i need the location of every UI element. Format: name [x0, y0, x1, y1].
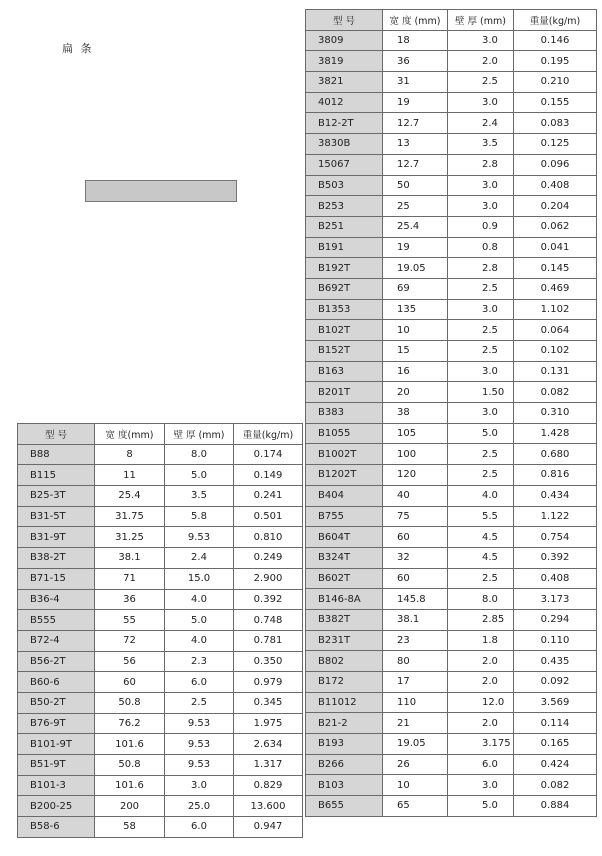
- cell-weight: 0.082: [514, 382, 597, 403]
- cell-weight: 0.041: [514, 237, 597, 258]
- cell-thickness: 3.0: [448, 299, 514, 320]
- cell-model: B382T: [306, 609, 383, 630]
- cell-weight: 2.900: [234, 568, 303, 589]
- cell-weight: 0.149: [234, 465, 303, 486]
- table-row: [306, 299, 597, 320]
- cell-weight: 0.947: [234, 817, 303, 838]
- cell-width: 71: [95, 568, 165, 589]
- cell-model: B172: [306, 672, 383, 693]
- cell-model: B201T: [306, 382, 383, 403]
- cell-width: 10: [383, 775, 448, 796]
- cell-width: 145.8: [383, 589, 448, 610]
- cell-weight: 1.102: [514, 299, 597, 320]
- cell-width: 36: [95, 589, 165, 610]
- cell-width: 38.1: [383, 609, 448, 630]
- cell-weight: 0.102: [514, 341, 597, 362]
- cell-thickness: 3.0: [448, 30, 514, 51]
- table-row: [306, 692, 597, 713]
- cell-weight: 0.125: [514, 134, 597, 155]
- cell-weight: 0.408: [514, 568, 597, 589]
- left-spec-table: [17, 423, 303, 838]
- cell-thickness: 5.0: [165, 610, 234, 631]
- cell-thickness: 4.0: [448, 485, 514, 506]
- table-row: [18, 630, 303, 651]
- table-row: [18, 589, 303, 610]
- cell-width: 26: [383, 754, 448, 775]
- cell-model: 15067: [306, 154, 383, 175]
- table-row: [306, 113, 597, 134]
- cell-weight: 0.110: [514, 630, 597, 651]
- table-row: [306, 609, 597, 630]
- cell-width: 58: [95, 817, 165, 838]
- cell-thickness: 0.9: [448, 216, 514, 237]
- cell-weight: 1.122: [514, 506, 597, 527]
- cell-thickness: 2.4: [165, 548, 234, 569]
- cell-model: B193: [306, 734, 383, 755]
- cell-width: 135: [383, 299, 448, 320]
- table-row: [18, 817, 303, 838]
- table-row: [306, 485, 597, 506]
- cell-model: B50-2T: [18, 692, 95, 713]
- header-weight: 重量(kg/m): [234, 424, 303, 445]
- cell-weight: 0.249: [234, 548, 303, 569]
- cell-width: 72: [95, 630, 165, 651]
- table-row: [306, 382, 597, 403]
- cell-weight: 0.884: [514, 796, 597, 817]
- cell-thickness: 2.8: [448, 154, 514, 175]
- cell-thickness: 2.85: [448, 609, 514, 630]
- cell-thickness: 5.5: [448, 506, 514, 527]
- cell-thickness: 25.0: [165, 796, 234, 817]
- cell-model: B602T: [306, 568, 383, 589]
- table-row: [306, 547, 597, 568]
- cell-model: B692T: [306, 278, 383, 299]
- cell-thickness: 12.0: [448, 692, 514, 713]
- table-row: [306, 258, 597, 279]
- cell-thickness: 2.5: [448, 72, 514, 93]
- cell-thickness: 8.0: [448, 589, 514, 610]
- cell-width: 101.6: [95, 775, 165, 796]
- cell-model: B11012: [306, 692, 383, 713]
- cell-model: B101-9T: [18, 734, 95, 755]
- cell-thickness: 3.175: [448, 734, 514, 755]
- cell-width: 110: [383, 692, 448, 713]
- cell-thickness: 3.0: [448, 775, 514, 796]
- cell-weight: 0.294: [514, 609, 597, 630]
- cell-weight: 0.082: [514, 775, 597, 796]
- cell-model: B21-2: [306, 713, 383, 734]
- cell-thickness: 2.5: [448, 320, 514, 341]
- cell-thickness: 15.0: [165, 568, 234, 589]
- cell-width: 60: [95, 672, 165, 693]
- cell-width: 25.4: [95, 486, 165, 507]
- table-row: [306, 734, 597, 755]
- cell-thickness: 2.3: [165, 651, 234, 672]
- cell-model: B60-6: [18, 672, 95, 693]
- table-row: [306, 713, 597, 734]
- cell-model: B71-15: [18, 568, 95, 589]
- table-row: [306, 506, 597, 527]
- cell-thickness: 6.0: [165, 817, 234, 838]
- table-row: [306, 630, 597, 651]
- table-row: [306, 30, 597, 51]
- cell-thickness: 2.0: [448, 713, 514, 734]
- cell-weight: 0.174: [234, 444, 303, 465]
- cell-weight: 0.435: [514, 651, 597, 672]
- table-row: [306, 465, 597, 486]
- cell-width: 12.7: [383, 113, 448, 134]
- cell-width: 19: [383, 237, 448, 258]
- cell-model: B503: [306, 175, 383, 196]
- cell-thickness: 3.0: [448, 196, 514, 217]
- cell-weight: 0.155: [514, 92, 597, 113]
- cell-width: 50.8: [95, 692, 165, 713]
- cell-width: 16: [383, 361, 448, 382]
- cell-model: B200-25: [18, 796, 95, 817]
- cell-weight: 0.501: [234, 506, 303, 527]
- cell-model: B12-2T: [306, 113, 383, 134]
- cell-model: B191: [306, 237, 383, 258]
- cell-weight: 0.064: [514, 320, 597, 341]
- cell-model: B1055: [306, 423, 383, 444]
- table-row: [306, 237, 597, 258]
- cell-model: B192T: [306, 258, 383, 279]
- cell-thickness: 2.5: [448, 465, 514, 486]
- cell-width: 50.8: [95, 755, 165, 776]
- cell-weight: 2.634: [234, 734, 303, 755]
- cell-thickness: 2.4: [448, 113, 514, 134]
- cell-width: 19.05: [383, 734, 448, 755]
- cell-width: 60: [383, 568, 448, 589]
- cell-width: 76.2: [95, 713, 165, 734]
- table-header-row: [306, 10, 597, 31]
- cell-model: B102T: [306, 320, 383, 341]
- cell-model: B101-3: [18, 775, 95, 796]
- cell-model: B76-9T: [18, 713, 95, 734]
- table-row: [18, 465, 303, 486]
- cell-thickness: 1.8: [448, 630, 514, 651]
- table-row: [306, 651, 597, 672]
- cell-model: B115: [18, 465, 95, 486]
- cell-weight: 0.434: [514, 485, 597, 506]
- table-row: [306, 278, 597, 299]
- cell-weight: 0.748: [234, 610, 303, 631]
- cell-model: B231T: [306, 630, 383, 651]
- cell-model: B251: [306, 216, 383, 237]
- cell-width: 19: [383, 92, 448, 113]
- cell-weight: 0.083: [514, 113, 597, 134]
- cell-model: B555: [18, 610, 95, 631]
- cell-width: 80: [383, 651, 448, 672]
- cell-thickness: 3.5: [165, 486, 234, 507]
- table-row: [306, 134, 597, 155]
- cell-model: B72-4: [18, 630, 95, 651]
- cell-model: B36-4: [18, 589, 95, 610]
- cell-weight: 0.310: [514, 403, 597, 424]
- cell-weight: 1.317: [234, 755, 303, 776]
- cell-thickness: 6.0: [448, 754, 514, 775]
- header-width: 宽 度 (mm): [383, 10, 448, 31]
- cell-width: 20: [383, 382, 448, 403]
- cell-width: 12.7: [383, 154, 448, 175]
- cell-width: 25.4: [383, 216, 448, 237]
- cell-weight: 0.979: [234, 672, 303, 693]
- table-row: [306, 589, 597, 610]
- table-row: [18, 734, 303, 755]
- cell-width: 50: [383, 175, 448, 196]
- cell-model: B1202T: [306, 465, 383, 486]
- table-row: [306, 341, 597, 362]
- cell-width: 21: [383, 713, 448, 734]
- cell-width: 69: [383, 278, 448, 299]
- cell-width: 100: [383, 444, 448, 465]
- cell-width: 200: [95, 796, 165, 817]
- cell-width: 105: [383, 423, 448, 444]
- cell-width: 13: [383, 134, 448, 155]
- cell-thickness: 2.5: [448, 341, 514, 362]
- cell-weight: 0.204: [514, 196, 597, 217]
- cell-model: B51-9T: [18, 755, 95, 776]
- cell-width: 31.25: [95, 527, 165, 548]
- cell-thickness: 3.5: [448, 134, 514, 155]
- cell-thickness: 0.8: [448, 237, 514, 258]
- cell-width: 38.1: [95, 548, 165, 569]
- table-row: [306, 361, 597, 382]
- table-row: [18, 548, 303, 569]
- table-row: [18, 713, 303, 734]
- cell-thickness: 4.0: [165, 630, 234, 651]
- table-row: [306, 754, 597, 775]
- table-row: [18, 672, 303, 693]
- header-thickness: 壁 厚 (mm): [165, 424, 234, 445]
- header-thickness: 壁 厚 (mm): [448, 10, 514, 31]
- table-row: [306, 672, 597, 693]
- cell-width: 15: [383, 341, 448, 362]
- cell-thickness: 2.5: [448, 568, 514, 589]
- cell-weight: 3.173: [514, 589, 597, 610]
- cell-width: 23: [383, 630, 448, 651]
- cell-weight: 0.146: [514, 30, 597, 51]
- cell-model: B88: [18, 444, 95, 465]
- cell-width: 19.05: [383, 258, 448, 279]
- table-row: [306, 92, 597, 113]
- cell-model: B152T: [306, 341, 383, 362]
- cell-thickness: 9.53: [165, 527, 234, 548]
- cell-thickness: 3.0: [165, 775, 234, 796]
- cell-model: B604T: [306, 527, 383, 548]
- cell-thickness: 5.8: [165, 506, 234, 527]
- cell-model: B31-5T: [18, 506, 95, 527]
- cell-weight: 0.408: [514, 175, 597, 196]
- cell-width: 31.75: [95, 506, 165, 527]
- table-header-row: [18, 424, 303, 445]
- cell-width: 120: [383, 465, 448, 486]
- cell-weight: 0.195: [514, 51, 597, 72]
- table-row: [306, 527, 597, 548]
- cell-width: 75: [383, 506, 448, 527]
- cell-thickness: 9.53: [165, 755, 234, 776]
- cell-thickness: 9.53: [165, 734, 234, 755]
- table-row: [306, 796, 597, 817]
- cell-model: B802: [306, 651, 383, 672]
- flat-bar-profile-illustration: [85, 180, 237, 202]
- cell-thickness: 2.5: [165, 692, 234, 713]
- cell-thickness: 4.0: [165, 589, 234, 610]
- cell-weight: 0.092: [514, 672, 597, 693]
- cell-thickness: 2.5: [448, 278, 514, 299]
- cell-thickness: 5.0: [165, 465, 234, 486]
- cell-model: B163: [306, 361, 383, 382]
- cell-width: 38: [383, 403, 448, 424]
- cell-weight: 0.345: [234, 692, 303, 713]
- cell-model: B56-2T: [18, 651, 95, 672]
- cell-width: 36: [383, 51, 448, 72]
- cell-model: B404: [306, 485, 383, 506]
- right-spec-table: [305, 9, 597, 817]
- cell-weight: 0.754: [514, 527, 597, 548]
- cell-width: 25: [383, 196, 448, 217]
- table-row: [306, 51, 597, 72]
- cell-model: B383: [306, 403, 383, 424]
- cell-width: 10: [383, 320, 448, 341]
- table-row: [18, 568, 303, 589]
- table-row: [306, 72, 597, 93]
- cell-width: 8: [95, 444, 165, 465]
- cell-weight: 0.392: [514, 547, 597, 568]
- cell-weight: 1.428: [514, 423, 597, 444]
- cell-width: 56: [95, 651, 165, 672]
- cell-weight: 0.392: [234, 589, 303, 610]
- cell-thickness: 2.0: [448, 672, 514, 693]
- cell-weight: 0.680: [514, 444, 597, 465]
- table-row: [18, 755, 303, 776]
- table-row: [306, 568, 597, 589]
- table-row: [18, 506, 303, 527]
- cell-thickness: 1.50: [448, 382, 514, 403]
- cell-model: B146-8A: [306, 589, 383, 610]
- cell-width: 40: [383, 485, 448, 506]
- cell-weight: 0.350: [234, 651, 303, 672]
- table-row: [306, 196, 597, 217]
- table-row: [306, 154, 597, 175]
- cell-model: 3809: [306, 30, 383, 51]
- cell-weight: 0.816: [514, 465, 597, 486]
- cell-thickness: 4.5: [448, 547, 514, 568]
- cell-weight: 0.810: [234, 527, 303, 548]
- table-row: [306, 216, 597, 237]
- cell-model: B755: [306, 506, 383, 527]
- cell-thickness: 3.0: [448, 403, 514, 424]
- table-row: [18, 444, 303, 465]
- cell-width: 17: [383, 672, 448, 693]
- cell-model: B38-2T: [18, 548, 95, 569]
- table-row: [306, 775, 597, 796]
- cell-width: 32: [383, 547, 448, 568]
- cell-weight: 1.975: [234, 713, 303, 734]
- cell-weight: 0.210: [514, 72, 597, 93]
- cell-model: B25-3T: [18, 486, 95, 507]
- cell-model: 4012: [306, 92, 383, 113]
- header-model: 型 号: [306, 10, 383, 31]
- cell-model: B103: [306, 775, 383, 796]
- cell-thickness: 2.0: [448, 651, 514, 672]
- cell-width: 18: [383, 30, 448, 51]
- cell-thickness: 4.5: [448, 527, 514, 548]
- table-row: [306, 320, 597, 341]
- table-row: [306, 175, 597, 196]
- cell-model: B324T: [306, 547, 383, 568]
- cell-thickness: 2.8: [448, 258, 514, 279]
- table-row: [18, 527, 303, 548]
- cell-weight: 13.600: [234, 796, 303, 817]
- cell-thickness: 6.0: [165, 672, 234, 693]
- table-row: [18, 610, 303, 631]
- cell-thickness: 5.0: [448, 423, 514, 444]
- cell-width: 31: [383, 72, 448, 93]
- cell-model: B58-6: [18, 817, 95, 838]
- cell-thickness: 2.0: [448, 51, 514, 72]
- cell-thickness: 2.5: [448, 444, 514, 465]
- table-row: [18, 775, 303, 796]
- cell-thickness: 8.0: [165, 444, 234, 465]
- header-width: 宽 度(mm): [95, 424, 165, 445]
- cell-thickness: 9.53: [165, 713, 234, 734]
- table-row: [18, 692, 303, 713]
- section-title: 扁 条: [62, 42, 94, 55]
- table-row: [18, 486, 303, 507]
- cell-weight: 0.469: [514, 278, 597, 299]
- cell-thickness: 3.0: [448, 361, 514, 382]
- header-model: 型 号: [18, 424, 95, 445]
- cell-weight: 0.424: [514, 754, 597, 775]
- table-row: [18, 796, 303, 817]
- header-weight: 重量(kg/m): [514, 10, 597, 31]
- cell-model: B1353: [306, 299, 383, 320]
- table-row: [306, 423, 597, 444]
- cell-width: 60: [383, 527, 448, 548]
- cell-width: 11: [95, 465, 165, 486]
- cell-weight: 3.569: [514, 692, 597, 713]
- cell-width: 55: [95, 610, 165, 631]
- cell-weight: 0.241: [234, 486, 303, 507]
- cell-weight: 0.781: [234, 630, 303, 651]
- cell-model: B1002T: [306, 444, 383, 465]
- cell-weight: 0.062: [514, 216, 597, 237]
- cell-model: B31-9T: [18, 527, 95, 548]
- cell-thickness: 5.0: [448, 796, 514, 817]
- cell-weight: 0.165: [514, 734, 597, 755]
- cell-weight: 0.096: [514, 154, 597, 175]
- cell-thickness: 3.0: [448, 175, 514, 196]
- cell-width: 65: [383, 796, 448, 817]
- cell-width: 101.6: [95, 734, 165, 755]
- cell-model: B655: [306, 796, 383, 817]
- table-row: [18, 651, 303, 672]
- cell-weight: 0.114: [514, 713, 597, 734]
- cell-model: 3819: [306, 51, 383, 72]
- cell-thickness: 3.0: [448, 92, 514, 113]
- cell-model: 3830B: [306, 134, 383, 155]
- table-row: [306, 403, 597, 424]
- cell-weight: 0.829: [234, 775, 303, 796]
- cell-weight: 0.131: [514, 361, 597, 382]
- table-row: [306, 444, 597, 465]
- cell-model: B266: [306, 754, 383, 775]
- cell-model: 3821: [306, 72, 383, 93]
- cell-weight: 0.145: [514, 258, 597, 279]
- cell-model: B253: [306, 196, 383, 217]
